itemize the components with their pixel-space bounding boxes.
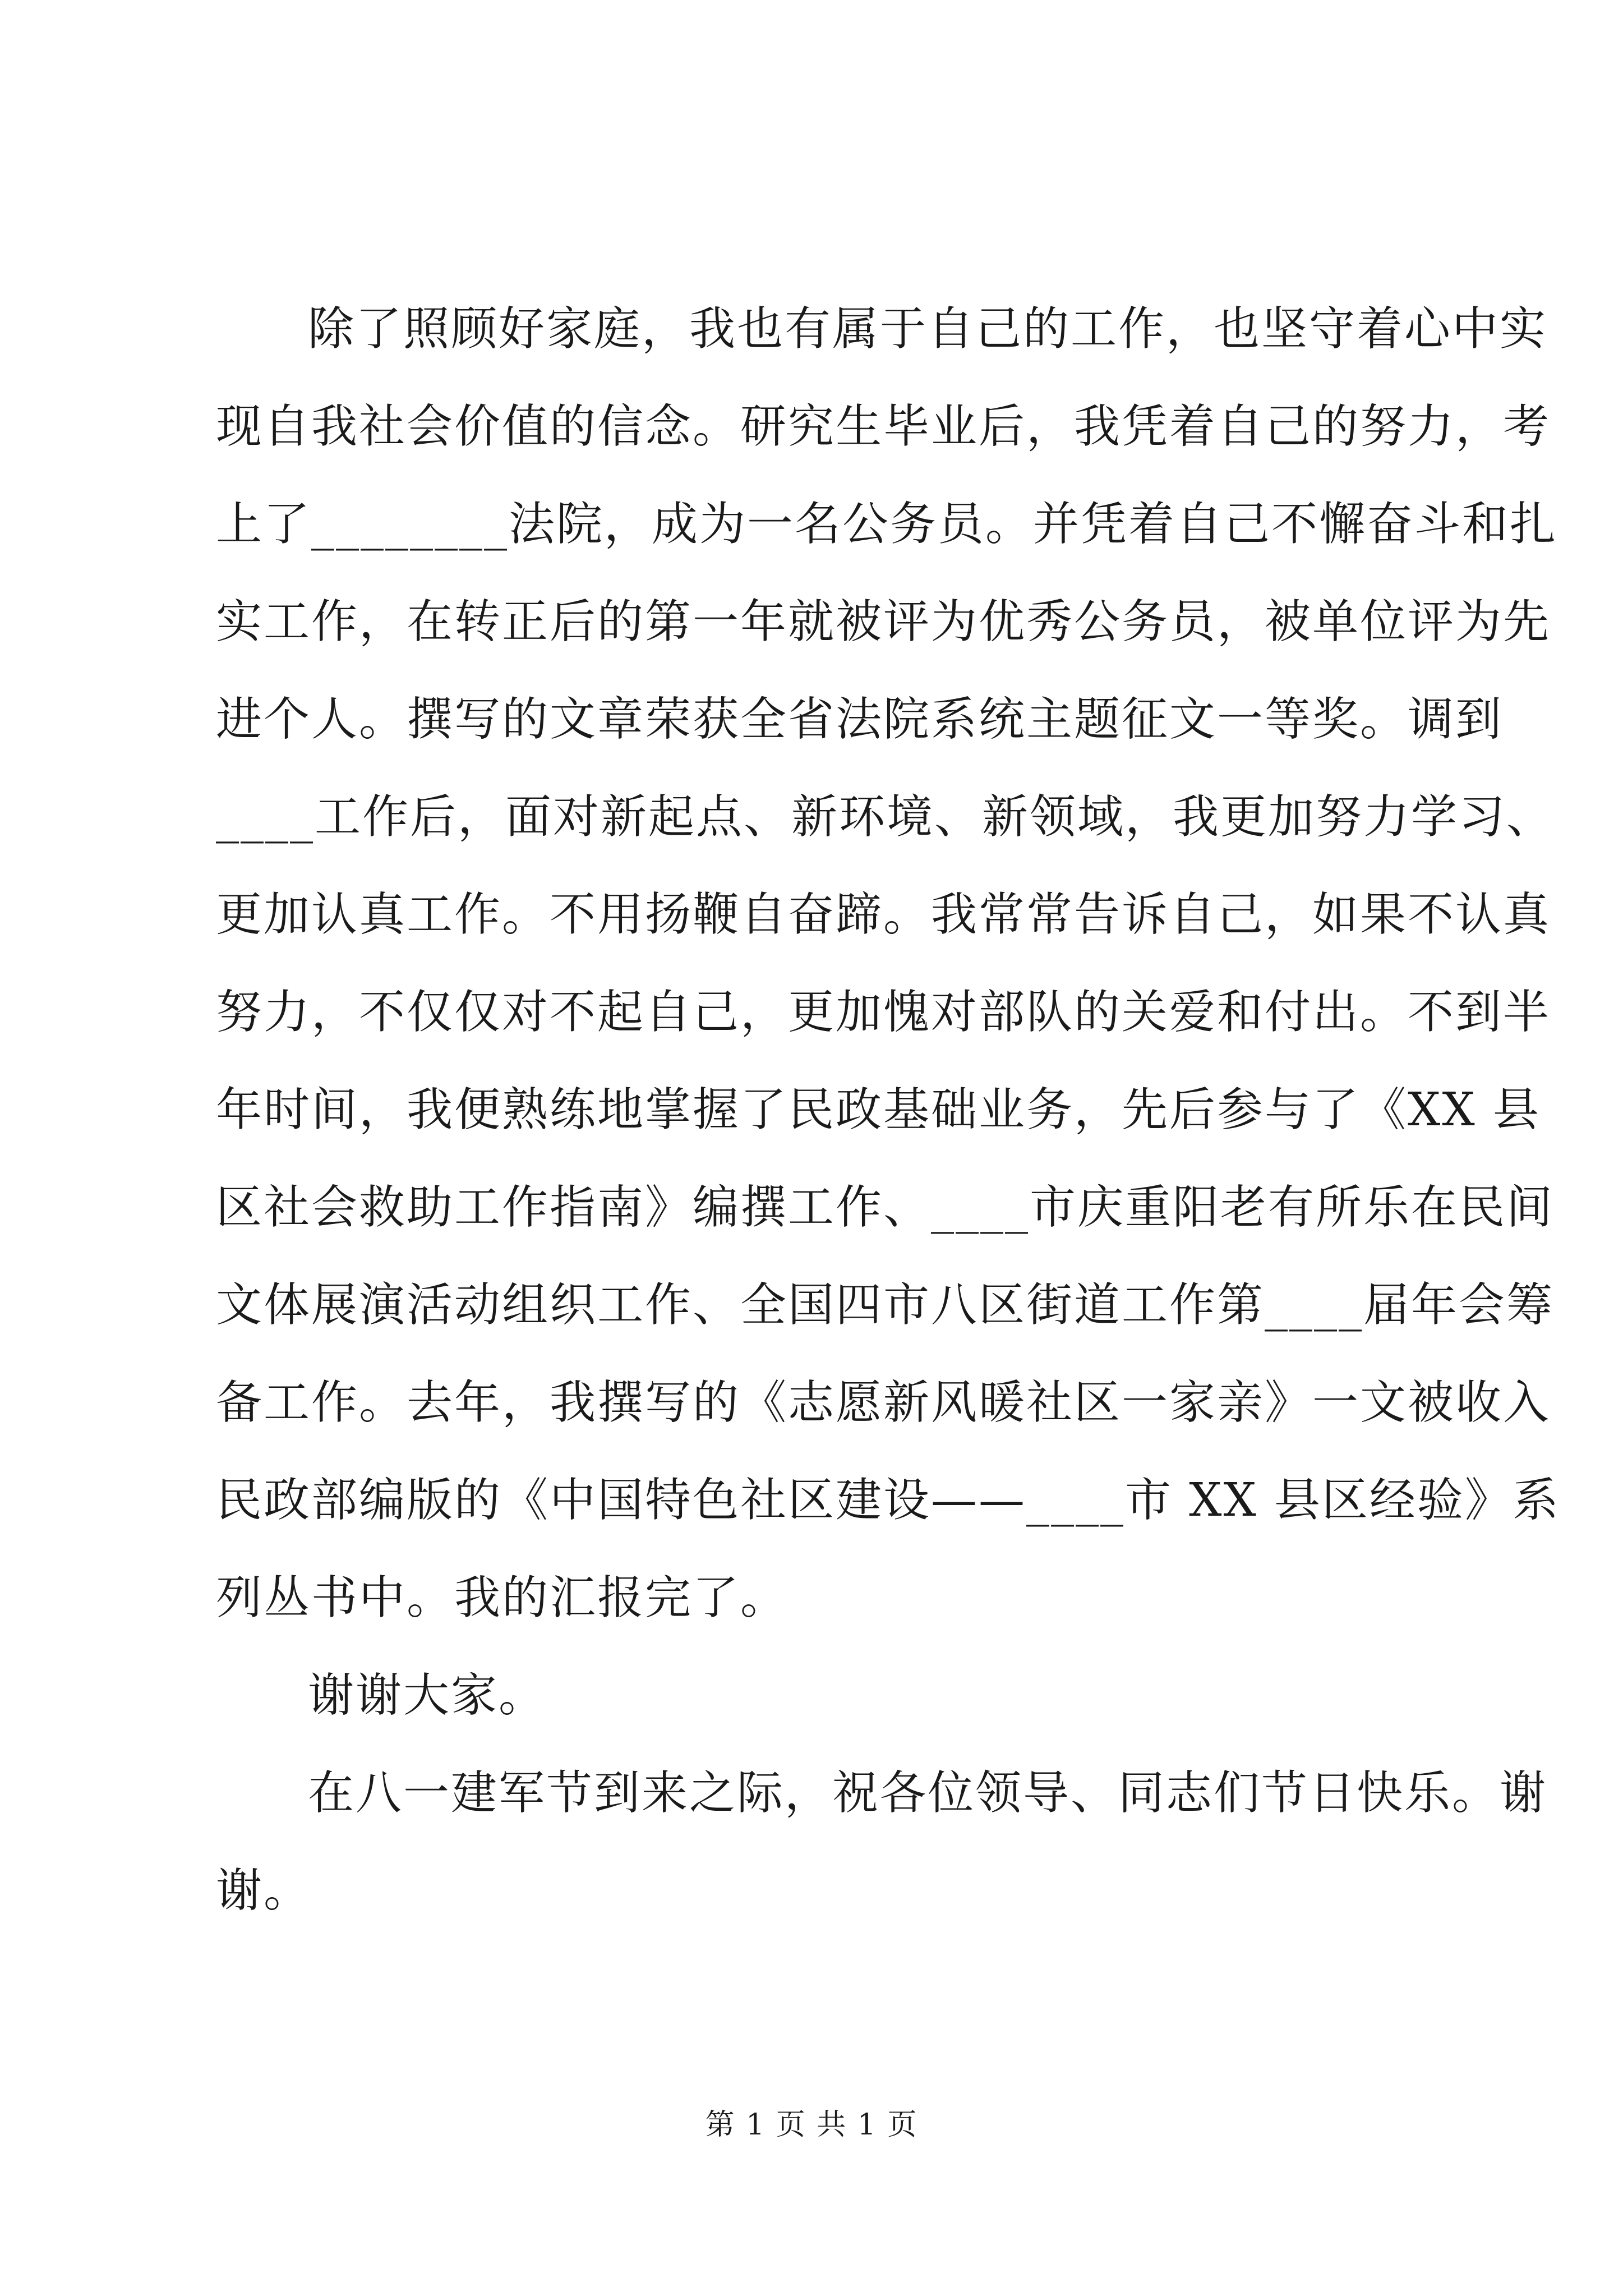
text-line: 年时间，我便熟练地掌握了民政基础业务，先后参与了《XX 县: [216, 1083, 1541, 1137]
text-line: 谢。: [216, 1864, 312, 1917]
text-line: 区社会救助工作指南》编撰工作、____市庆重阳老有所乐在民间: [216, 1181, 1555, 1234]
text-line: ____工作后，面对新起点、新环境、新领域，我更加努力学习、: [216, 790, 1555, 844]
text-line: 文体展演活动组织工作、全国四市八区街道工作第____届年会筹: [216, 1278, 1555, 1332]
text-line: 进个人。撰写的文章荣获全省法院系统主题征文一等奖。调到: [216, 693, 1504, 746]
text-line: 上了________法院，成为一名公务员。并凭着自己不懈奋斗和扎: [216, 498, 1558, 551]
document-body: [216, 280, 1560, 1940]
text-line: 列丛书中。我的汇报完了。: [216, 1571, 789, 1625]
page-number-label: 第 1 页 共 1 页: [705, 2108, 918, 2142]
text-line: 实工作，在转正后的第一年就被评为优秀公务员，被单位评为先: [216, 595, 1551, 648]
paragraph-closing: [216, 1745, 1548, 1940]
text-line: 除了照顾好家庭，我也有属于自己的工作，也坚守着心中实: [308, 302, 1548, 356]
text-line: 民政部编版的《中国特色社区建设——____市 XX 县区经验》系: [216, 1474, 1560, 1527]
paragraph-work-report: [216, 280, 1560, 1647]
paragraph-thanks: [216, 1647, 1410, 1745]
text-line: 现自我社会价值的信念。研究生毕业后，我凭着自己的努力，考: [216, 400, 1551, 453]
text-line: 更加认真工作。不用扬鞭自奋蹄。我常常告诉自己，如果不认真: [216, 888, 1551, 941]
page-footer: [0, 2101, 1623, 2143]
text-line: 备工作。去年，我撰写的《志愿新风暖社区一家亲》一文被收入: [216, 1376, 1551, 1429]
text-line: 在八一建军节到来之际，祝各位领导、同志们节日快乐。谢: [308, 1766, 1548, 1820]
text-line: 谢谢大家。: [308, 1669, 547, 1722]
text-line: 努力，不仅仅对不起自己，更加愧对部队的关爱和付出。不到半: [216, 986, 1551, 1039]
